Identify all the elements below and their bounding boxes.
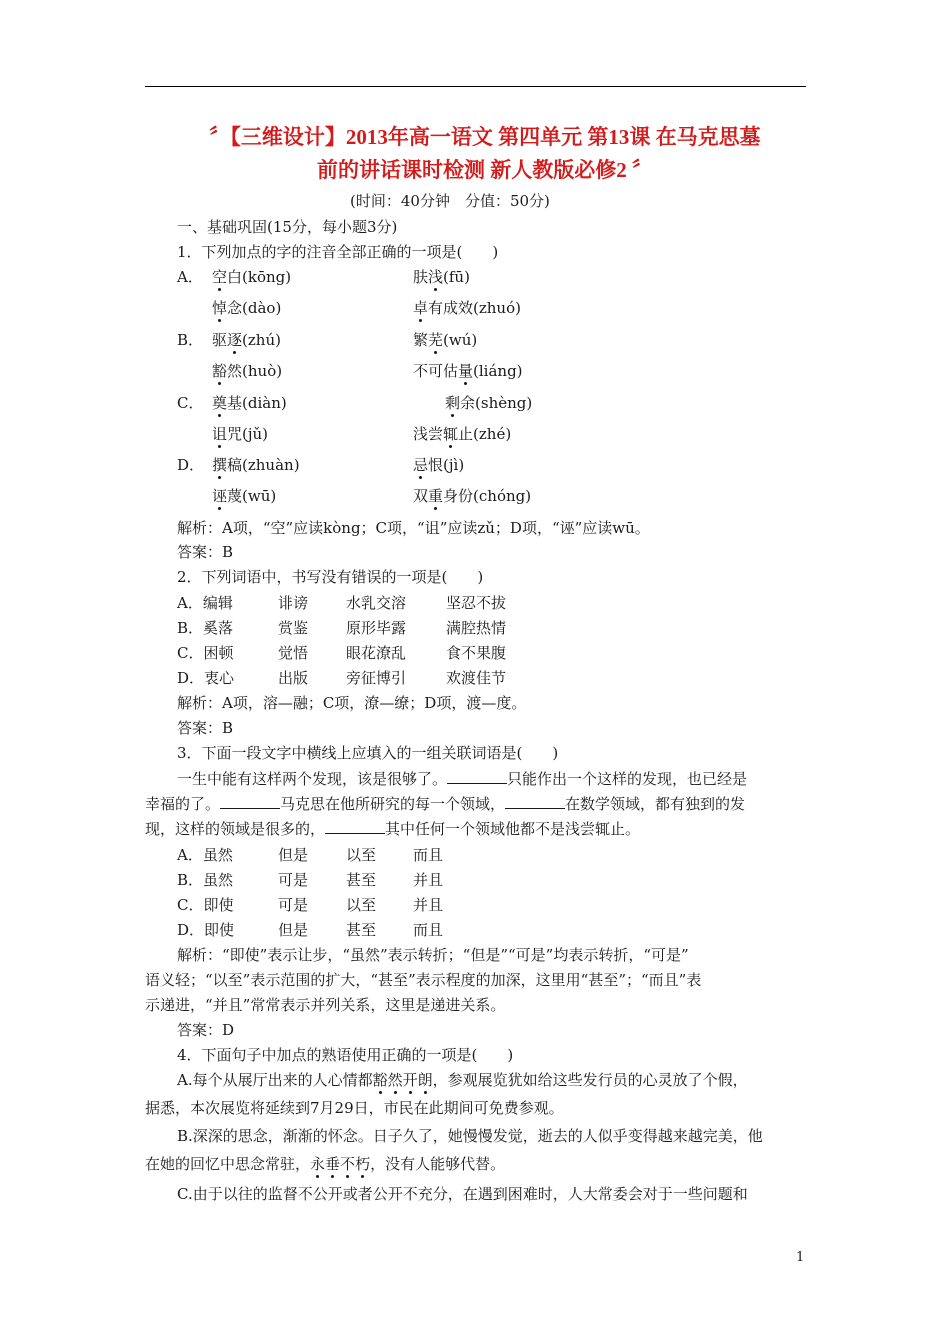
q1-option-c-label: C． <box>177 394 204 412</box>
q2-option-cell: 食不果腹 <box>446 644 507 662</box>
dotted-char: 豁 <box>372 1071 388 1089</box>
q1-option-d-label: D． <box>177 456 205 474</box>
q1-option-b-label: B． <box>177 331 204 349</box>
dotted-char: 开 <box>402 1071 418 1089</box>
dotted-char: 永 <box>310 1155 326 1173</box>
q1-a2: 肤浅(fū) <box>413 268 470 286</box>
q3-analysis-line3: 示递进，“并且”常常表示并列关系，这里是递进关系。 <box>145 996 506 1014</box>
q1-d2: 忌恨(jì) <box>413 456 465 474</box>
q2-option-cell: 出版 <box>278 669 309 687</box>
q3-option-cell: 可是 <box>278 871 309 889</box>
q3-passage-line2: 幸福的了。 马克思在他所研究的每一个领域， 在数学领域，都有独到的发 <box>145 795 746 813</box>
dotted-char: 诬 <box>212 487 228 505</box>
q3-passage-line3: 现，这样的领域是很多的， 其中任何一个领域他都不是浅尝辄止。 <box>145 820 641 838</box>
q1-stem: 1．下列加点的字的注音全部正确的一项是( ) <box>177 243 499 261</box>
dotted-char: 朗 <box>417 1071 433 1089</box>
document-title-line2: 前的讲话课时检测 新人教版必修2 〞 <box>317 158 653 182</box>
q2-option-cell: 旁征博引 <box>346 669 407 687</box>
q1-answer: 答案：B <box>177 543 234 561</box>
q2-option-cell: 眼花潦乱 <box>346 644 407 662</box>
q1-b1: 驱逐(zhú) <box>212 331 281 349</box>
q1-b3: 豁然(huò) <box>212 362 283 380</box>
q3-option-cell: A．虽然 <box>177 846 233 864</box>
q3-option-cell: D．即使 <box>177 921 235 939</box>
q3-answer: 答案：D <box>177 1021 235 1039</box>
dotted-char: 悼 <box>212 299 228 317</box>
q1-a1: 空白(kōng) <box>212 268 292 286</box>
dotted-char: 豁 <box>212 362 228 380</box>
q2-option-cell: B．奚落 <box>177 619 234 637</box>
q1-analysis: 解析：A项，“空”应读kòng；C项，“诅”应读zǔ；D项，“诬”应读wū。 <box>177 519 650 537</box>
page-number: 1 <box>796 1250 805 1265</box>
dotted-char: 奠 <box>212 394 228 412</box>
dotted-idiom <box>310 1155 370 1173</box>
dotted-char: 逐 <box>227 331 243 349</box>
section-heading: 一、基础巩固(15分，每小题3分) <box>177 218 398 236</box>
dotted-char: 朽 <box>355 1155 371 1173</box>
q3-option-cell: B．虽然 <box>177 871 234 889</box>
dotted-char: 重 <box>428 487 444 505</box>
q4-option-a-line2: 据悉，本次展览将延续到7月29日，市民在此期间可免费参观。 <box>145 1099 564 1117</box>
q4-option-c-line1: C.由于以往的监督不公开或者公开不充分，在遇到困难时，人大常委会对于一些问题和 <box>177 1185 748 1203</box>
q2-option-cell: 满腔热情 <box>446 619 507 637</box>
fill-blank <box>447 768 507 784</box>
dotted-char: 浅 <box>428 268 444 286</box>
q3-option-cell: 但是 <box>278 921 309 939</box>
q3-option-cell: C．即使 <box>177 896 234 914</box>
q2-analysis: 解析：A项，溶—融；C项，潦—缭；D项，渡—度。 <box>177 694 527 712</box>
q1-a3: 悼念(dào) <box>212 299 282 317</box>
q4-option-a-line1: A.每个从展厅出来的人心情都豁然开朗，参观展览犹如给这些发行员的心灵放了个假， <box>177 1071 748 1089</box>
q1-d4: 双重身份(chóng) <box>413 487 532 505</box>
q2-option-cell: C．困顿 <box>177 644 234 662</box>
header-rule <box>145 86 806 87</box>
q3-option-cell: 而且 <box>413 921 444 939</box>
dotted-char: 芜 <box>428 331 444 349</box>
q3-option-cell: 并且 <box>413 871 444 889</box>
q1-b2: 繁芜(wú) <box>413 331 478 349</box>
q2-option-cell: 坚忍不拔 <box>446 594 507 612</box>
q4-stem: 4．下面句子中加点的熟语使用正确的一项是( ) <box>177 1046 514 1064</box>
time-score-info: (时间：40分钟 分值：50分) <box>350 192 550 210</box>
q3-option-cell: 并且 <box>413 896 444 914</box>
q3-stem: 3．下面一段文字中横线上应填入的一组关联词语是( ) <box>177 744 559 762</box>
fill-blank <box>325 818 385 834</box>
q3-analysis-line2: 语义轻；“以至”表示范围的扩大，“甚至”表示程度的加深，这里用“甚至”；“而且”表 <box>145 971 702 989</box>
document-title-line1: 〞【三维设计】2013年高一语文 第四单元 第13课 在马克思墓 <box>209 125 761 149</box>
q2-answer: 答案：B <box>177 719 234 737</box>
q1-c3: 诅咒(jǔ) <box>212 425 269 443</box>
q2-option-cell: 水乳交溶 <box>346 594 407 612</box>
q2-stem: 2．下列词语中，书写没有错误的一项是( ) <box>177 568 484 586</box>
q1-c1: 奠基(diàn) <box>212 394 287 412</box>
q1-c4: 浅尝辄止(zhé) <box>413 425 512 443</box>
dotted-char: 垂 <box>325 1155 341 1173</box>
q1-a4: 卓有成效(zhuó) <box>413 299 521 317</box>
q3-option-cell: 而且 <box>413 846 444 864</box>
q2-option-cell: 觉悟 <box>278 644 309 662</box>
dotted-char: 量 <box>458 362 474 380</box>
q2-option-cell: A．编辑 <box>177 594 233 612</box>
dotted-char: 诅 <box>212 425 228 443</box>
dotted-char: 剩 <box>445 394 461 412</box>
q2-option-cell: 诽谤 <box>278 594 309 612</box>
q3-option-cell: 但是 <box>278 846 309 864</box>
q2-option-cell: 欢渡佳节 <box>446 669 507 687</box>
q2-option-cell: 原形毕露 <box>346 619 407 637</box>
q1-d1: 撰稿(zhuàn) <box>212 456 300 474</box>
q1-c2: 剩余(shèng) <box>445 394 533 412</box>
q1-option-a-label: A． <box>177 268 203 286</box>
dotted-char: 不 <box>340 1155 356 1173</box>
fill-blank <box>505 793 565 809</box>
dotted-char: 卓 <box>413 299 429 317</box>
fill-blank <box>220 793 280 809</box>
dotted-idiom <box>373 1071 433 1089</box>
q3-option-cell: 甚至 <box>346 871 377 889</box>
q3-option-cell: 可是 <box>278 896 309 914</box>
q4-option-b-line2: 在她的回忆中思念常驻，永垂不朽，没有人能够代替。 <box>145 1155 506 1173</box>
q1-b4: 不可估量(liáng) <box>413 362 523 380</box>
q2-option-cell: 赏鉴 <box>278 619 309 637</box>
q3-option-cell: 以至 <box>346 896 377 914</box>
dotted-char: 撰 <box>212 456 228 474</box>
dotted-char: 辄 <box>443 425 459 443</box>
q3-option-cell: 甚至 <box>346 921 377 939</box>
q3-passage-line1: 一生中能有这样两个发现，该是很够了。 只能作出一个这样的发现，也已经是 <box>177 770 748 788</box>
dotted-char: 忌 <box>413 456 429 474</box>
q4-option-b-line1: B.深深的思念，渐渐的怀念。日子久了，她慢慢发觉，逝去的人似乎变得越来越完美，他 <box>177 1127 763 1145</box>
q3-analysis-line1: 解析：“即使”表示让步，“虽然”表示转折；“但是”“可是”均表示转折，“可是” <box>177 946 689 964</box>
q2-option-cell: D．衷心 <box>177 669 235 687</box>
q3-option-cell: 以至 <box>346 846 377 864</box>
q1-d3: 诬蔑(wū) <box>212 487 277 505</box>
dotted-char: 空 <box>212 268 228 286</box>
dotted-char: 然 <box>387 1071 403 1089</box>
